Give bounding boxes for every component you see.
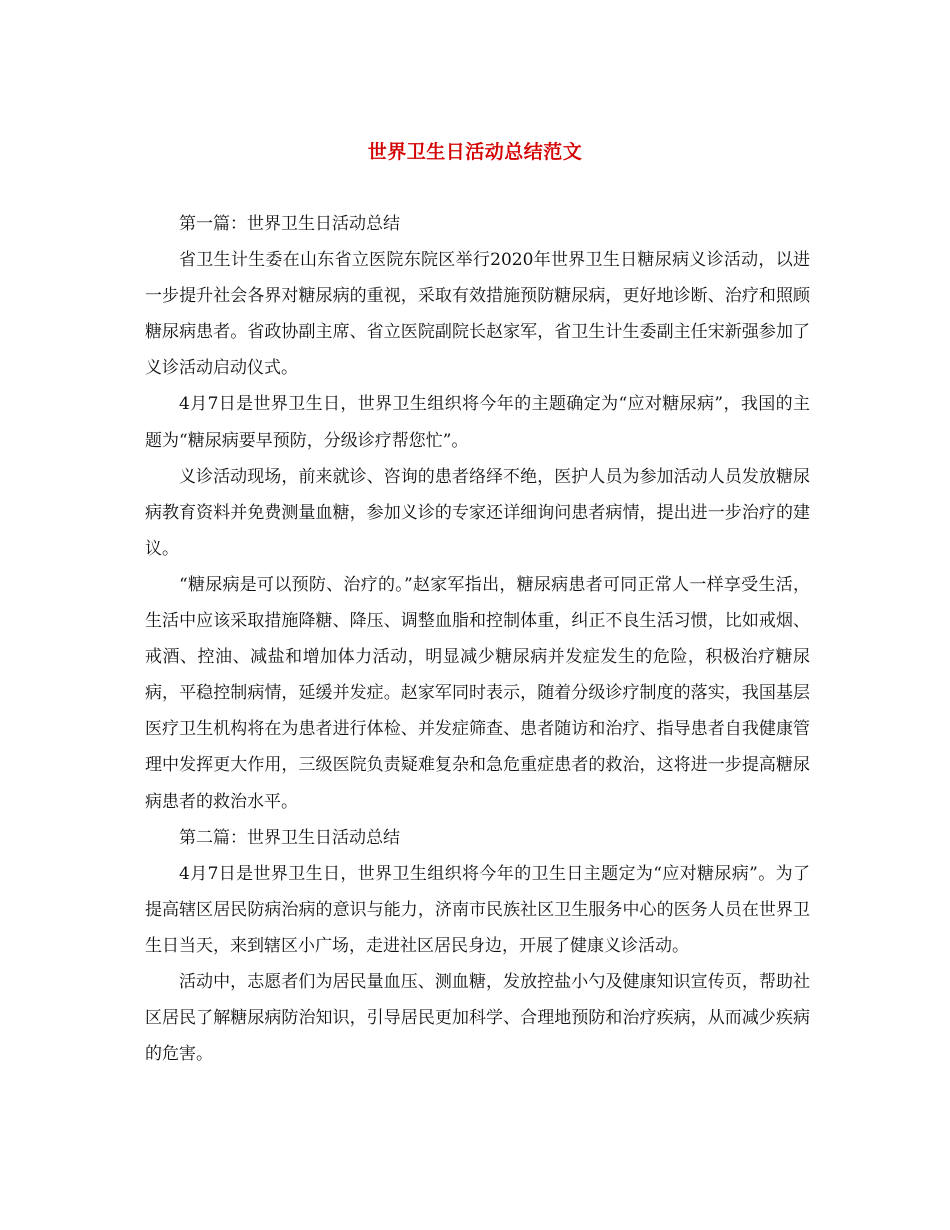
paragraph: 4月7日是世界卫生日，世界卫生组织将今年的卫生日主题定为“应对糖尿病”。为了提高辖区居民防病治病的意识与能力，济南市民族社区卫生服务中心的医务人员在世界卫生日当天，来到辖区小广场，走进社区居民身边，开展了健康义诊活动。	[145, 863, 810, 956]
paragraph: 活动中，志愿者们为居民量血压、测血糖，发放控盐小勺及健康知识宣传页，帮助社区居民了解糖尿病防治知识，引导居民更加科学、合理地预防和治疗疾病，从而减少疾病的危害。	[145, 971, 810, 1065]
document-body	[145, 206, 810, 1072]
paragraph: 义诊活动现场，前来就诊、咨询的患者络绎不绝，医护人员为参加活动人员发放糖尿病教育资料并免费测量血糖，参加义诊的专家还详细询问患者病情，提出进一步治疗的建议。	[145, 466, 810, 559]
section-heading-1: 第一篇：世界卫生日活动总结	[179, 214, 400, 234]
section-heading-2: 第二篇：世界卫生日活动总结	[179, 827, 400, 848]
paragraph: 省卫生计生委在山东省立医院东院区举行2020年世界卫生日糖尿病义诊活动，以进一步提升社会各界对糖尿病的重视，采取有效措施预防糖尿病，更好地诊断、治疗和照顾糖尿病患者。省政协副主席、省立医院副院长赵家军，省卫生计生委副主任宋新强参加了义诊活动启动仪式。	[145, 250, 810, 379]
document-title: 世界卫生日活动总结范文	[367, 141, 583, 163]
paragraph: “糖尿病是可以预防、治疗的。”赵家军指出，糖尿病患者可同正常人一样享受生活，生活中应该采取措施降糖、降压、调整血脂和控制体重，纠正不良生活习惯，比如戒烟、戒酒、控油、减盐和增加体力活动，明显减少糖尿病并发症发生的危险，积极治疗糖尿病，平稳控制病情，延缓并发症。赵家军同时表示，随着分级诊疗制度的落实，我国基层医疗卫生机构将在为患者进行体检、并发症筛查、患者随访和治疗、指导患者自我健康管理中发挥更大作用，三级医院负责疑难复杂和急危重症患者的救治，这将进一步提高糖尿病患者的救治水平。	[145, 574, 810, 812]
paragraph: 4月7日是世界卫生日，世界卫生组织将今年的主题确定为“应对糖尿病”，我国的主题为“糖尿病要早预防，分级诊疗帮您忙”。	[145, 394, 810, 451]
